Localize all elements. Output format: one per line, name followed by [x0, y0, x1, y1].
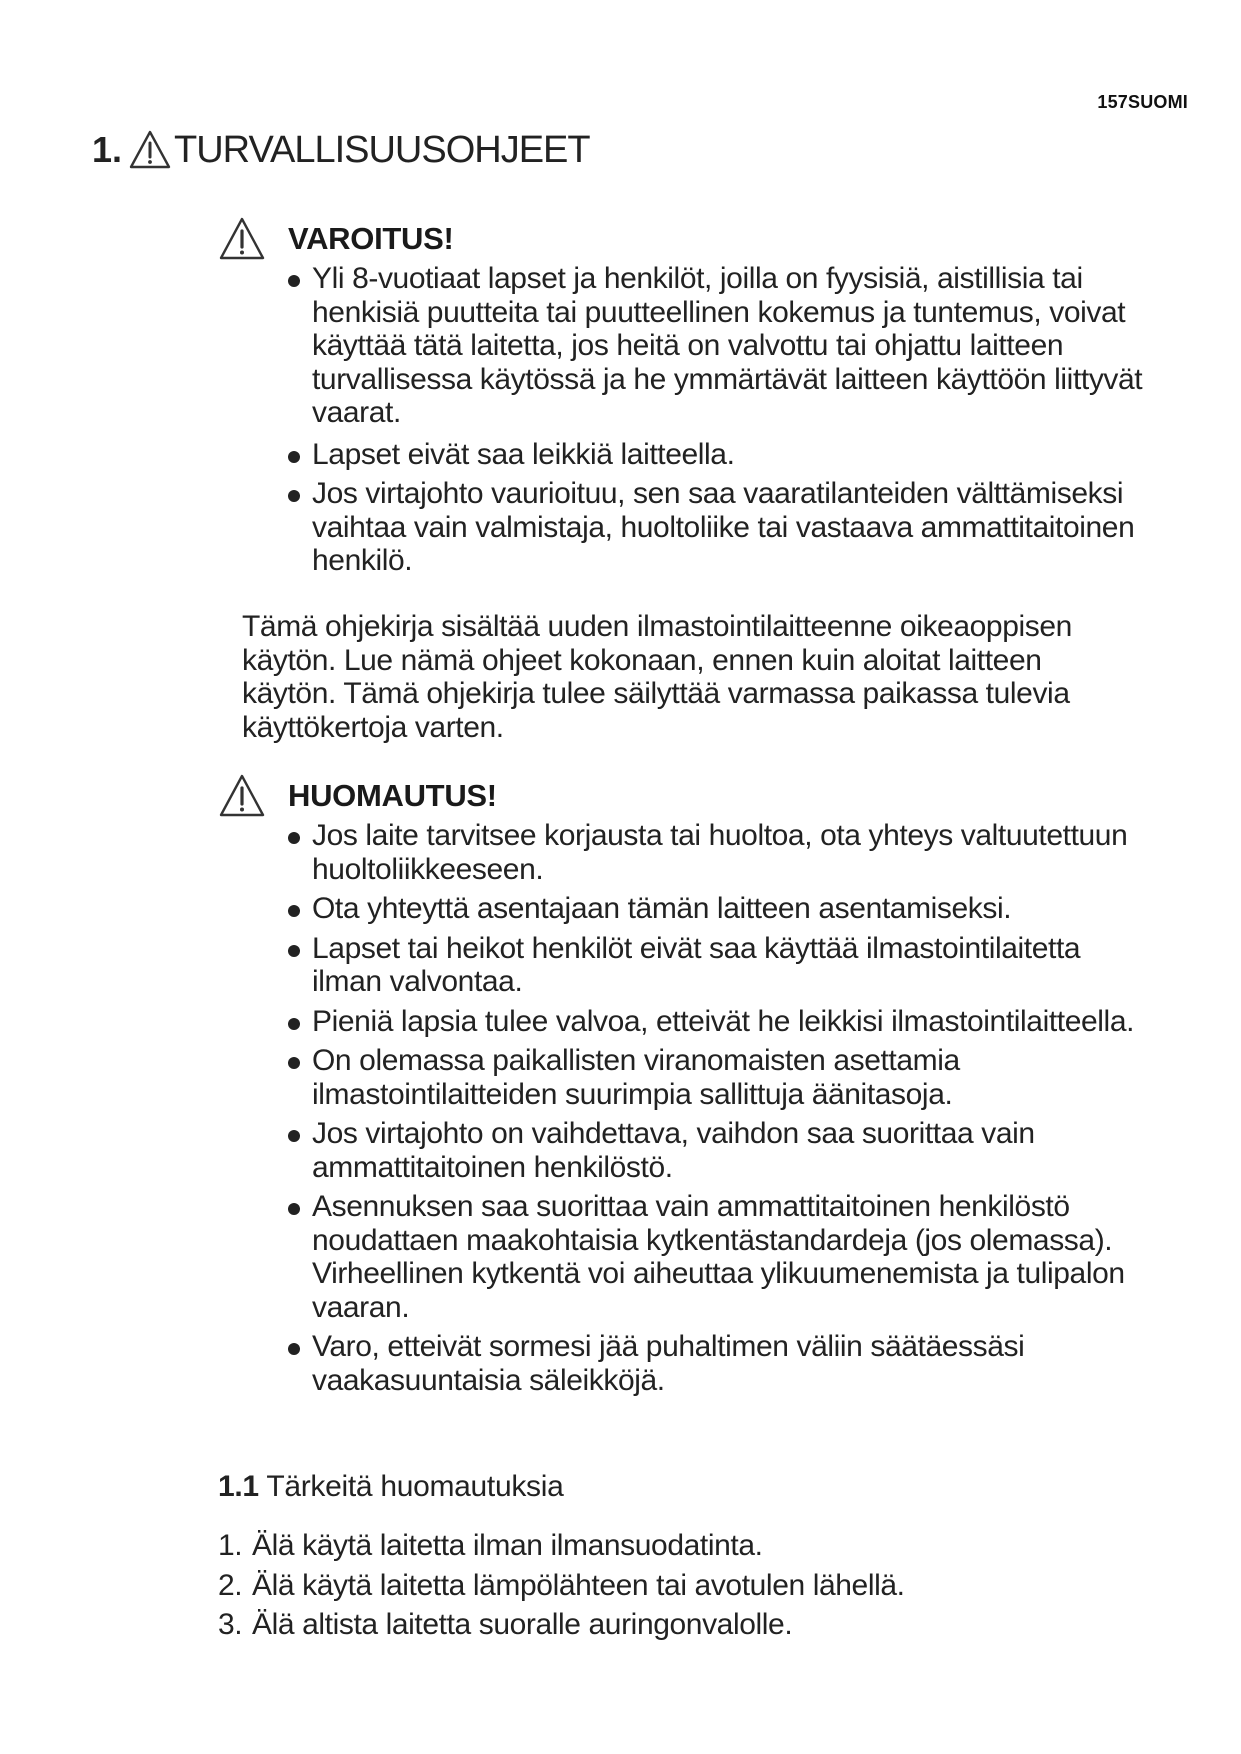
section-title — [92, 126, 590, 174]
list-item: Jos virtajohto vaurioituu, sen saa vaaratilanteiden välttämiseksi vaihtaa vain valmistaja, huoltoliike tai vastaava ammattitaitoinen henkilö. — [286, 477, 1146, 578]
warning-triangle-icon — [218, 773, 266, 819]
list-item: Jos laite tarvitsee korjausta tai huoltoa, ota yhteys valtuutettuun huoltoliikkeeseen. — [286, 819, 1146, 886]
subsection-title: Tärkeitä huomautuksia — [266, 1470, 564, 1503]
notice-label: HUOMAUTUS! — [288, 778, 497, 813]
list-item: 3. Älä altista laitetta suoralle auringonvalolle. — [218, 1608, 793, 1641]
title-text: TURVALLISUUSOHJEET — [174, 128, 590, 171]
title-number: 1. — [92, 129, 123, 170]
list-item: Jos virtajohto on vaihdettava, vaihdon saa suorittaa vain ammattitaitoinen henkilöstö. — [286, 1117, 1146, 1184]
warning-list — [286, 262, 1146, 578]
warning-label: VAROITUS! — [288, 221, 454, 256]
list-item: Lapset tai heikot henkilöt eivät saa käyttää ilmastointilaitetta ilman valvontaa. — [286, 932, 1146, 999]
list-item: 1. Älä käytä laitetta ilman ilmansuodatinta. — [218, 1529, 763, 1562]
warning-triangle-icon — [128, 129, 172, 171]
subsection-heading — [218, 1470, 564, 1504]
notice-list — [286, 819, 1146, 1397]
list-item: On olemassa paikallisten viranomaisten asettamia ilmastointilaitteiden suurimpia sallittuja äänitasoja. — [286, 1044, 1146, 1111]
list-item: Varo, etteivät sormesi jää puhaltimen väliin säätäessäsi vaakasuuntaisia säleikköjä. — [286, 1330, 1146, 1397]
list-item: Asennuksen saa suorittaa vain ammattitaitoinen henkilöstö noudattaen maakohtaisia kytkentästandardeja (jos olemassa). Virheellinen kytkentä voi aiheuttaa ylikuumenemista ja tulipalon vaaran. — [286, 1190, 1146, 1324]
list-item: Lapset eivät saa leikkiä laitteella. — [286, 438, 1146, 472]
page-header-label: 157SUOMI — [1097, 92, 1188, 112]
notice-header — [218, 773, 497, 819]
warning-header — [218, 216, 454, 262]
intro-paragraph: Tämä ohjekirja sisältää uuden ilmastointilaitteenne oikeaoppisen käytön. Lue nämä ohjeet kokonaan, ennen kuin aloitat laitteen käytön. Tämä ohjekirja tulee säilyttää varmassa paikassa tulevia käyttökertoja varten. — [242, 610, 1072, 744]
numbered-list — [218, 1526, 1118, 1645]
list-item: Ota yhteyttä asentajaan tämän laitteen asentamiseksi. — [286, 892, 1146, 926]
subsection-number: 1.1 — [218, 1470, 259, 1503]
list-item: 2. Älä käytä laitetta lämpölähteen tai avotulen lähellä. — [218, 1568, 905, 1602]
list-item: Yli 8-vuotiaat lapset ja henkilöt, joilla on fyysisiä, aistillisia tai henkisiä puutteita tai puutteellinen kokemus ja tuntemus, voivat käyttää tätä laitetta, jos heitä on valvottu tai ohjattu laitteen turvallisessa käytössä ja he ymmärtävät laitteen käyttöön liittyvät vaarat. — [286, 262, 1146, 430]
warning-triangle-icon — [218, 216, 266, 262]
list-item: Pieniä lapsia tulee valvoa, etteivät he leikkisi ilmastointilaitteella. — [286, 1005, 1146, 1039]
